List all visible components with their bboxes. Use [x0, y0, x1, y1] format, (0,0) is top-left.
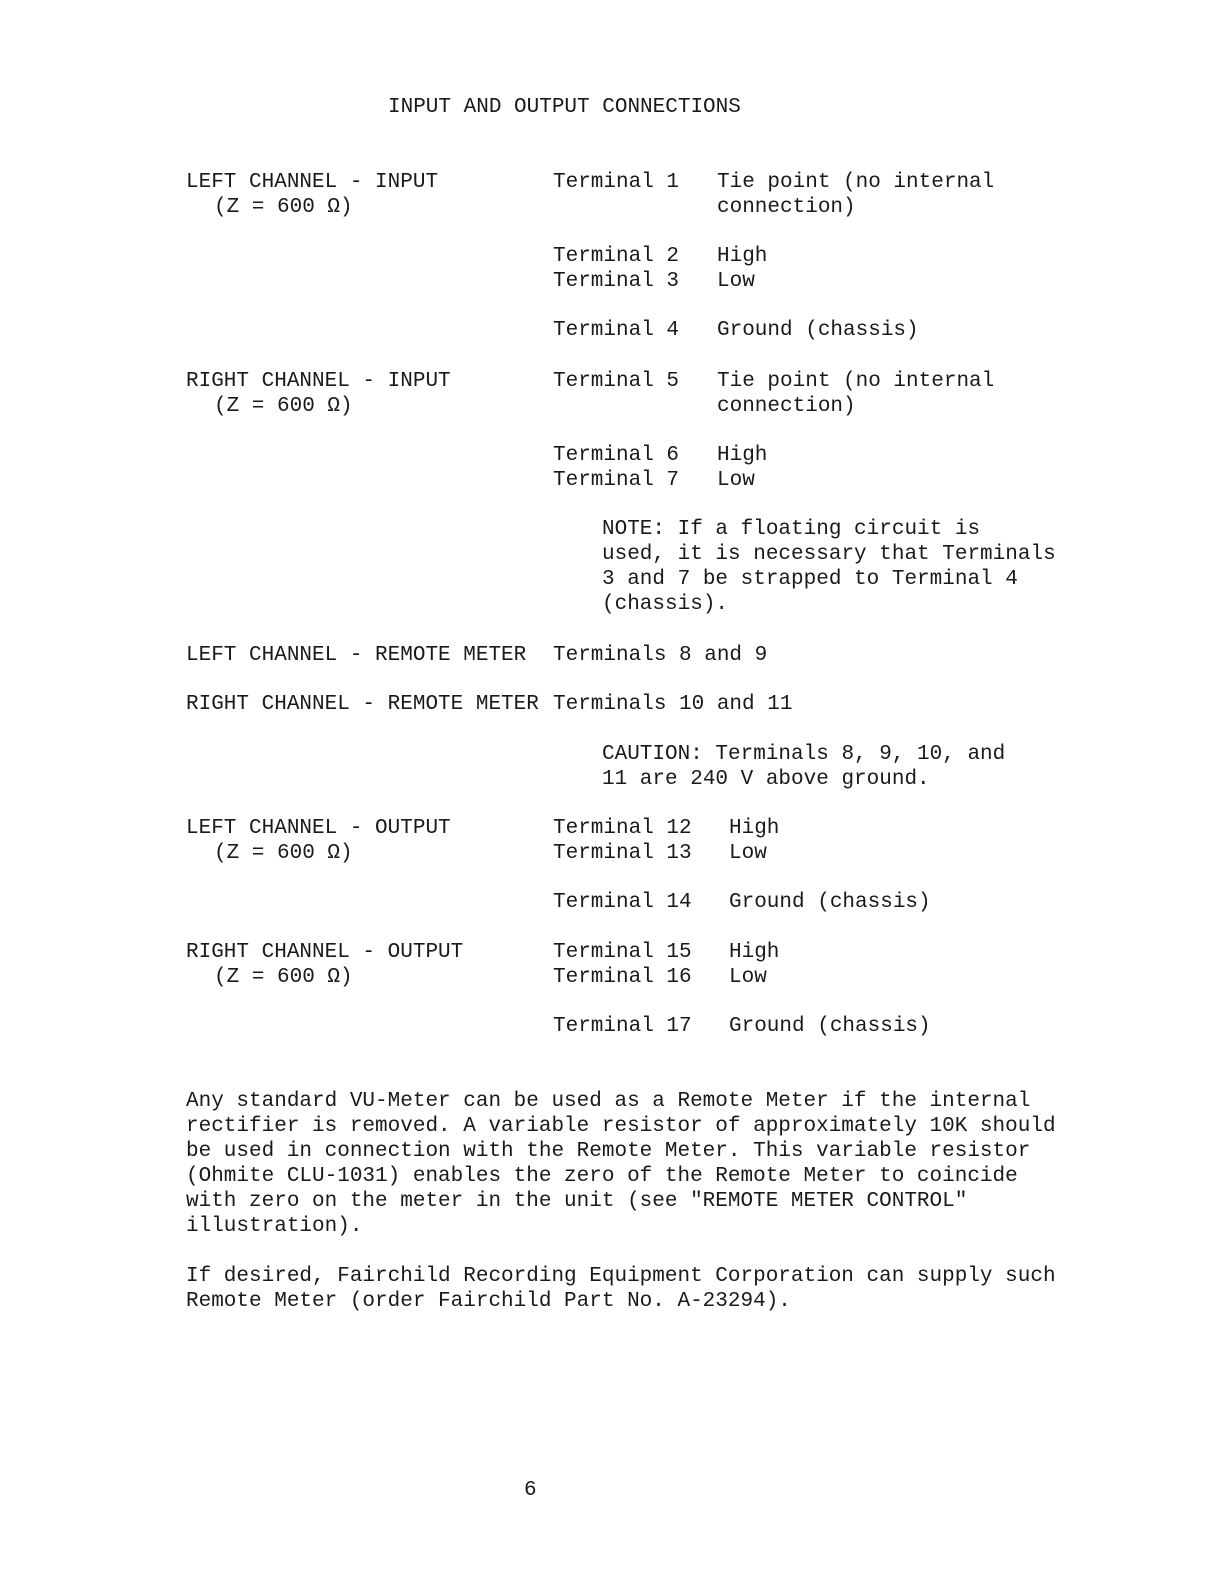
terminal-16-desc: Low [729, 966, 767, 989]
terminal-13: Terminal 13 [553, 842, 692, 865]
paragraph-1-line-2: rectifier is removed. A variable resistor of approximately 10K should [186, 1115, 1056, 1138]
terminal-17: Terminal 17 [553, 1015, 692, 1038]
terminal-7-desc: Low [717, 469, 755, 492]
terminal-3-desc: Low [717, 270, 755, 293]
terminal-16: Terminal 16 [553, 966, 692, 989]
terminal-6-desc: High [717, 444, 768, 467]
terminal-5-desc: Tie point (no internal [717, 370, 995, 393]
left-input-impedance: (Z = 600 Ω) [214, 196, 353, 219]
terminal-2: Terminal 2 [553, 245, 680, 268]
right-meter-label: RIGHT CHANNEL - REMOTE METER [186, 693, 539, 716]
note-line-1: NOTE: If a floating circuit is [602, 518, 981, 541]
terminal-4: Terminal 4 [553, 319, 680, 342]
caution-line-1: CAUTION: Terminals 8, 9, 10, and [602, 743, 1006, 766]
paragraph-1-line-3: be used in connection with the Remote Meter. This variable resistor [186, 1140, 1031, 1163]
terminal-14-desc: Ground (chassis) [729, 891, 931, 914]
right-input-label: RIGHT CHANNEL - INPUT [186, 370, 451, 393]
terminal-2-desc: High [717, 245, 768, 268]
left-input-label: LEFT CHANNEL - INPUT [186, 171, 439, 194]
left-meter-terminals: Terminals 8 and 9 [553, 644, 768, 667]
terminal-5-desc-cont: connection) [717, 395, 856, 418]
paragraph-1-line-5: with zero on the meter in the unit (see "REMOTE METER CONTROL" [186, 1190, 968, 1213]
note-line-2: used, it is necessary that Terminals [602, 543, 1056, 566]
terminal-12: Terminal 12 [553, 817, 692, 840]
note-line-3: 3 and 7 be strapped to Terminal 4 [602, 568, 1018, 591]
page-title: INPUT AND OUTPUT CONNECTIONS [388, 96, 741, 119]
caution-line-2: 11 are 240 V above ground. [602, 768, 930, 791]
paragraph-1-line-4: (Ohmite CLU-1031) enables the zero of the Remote Meter to coincide [186, 1165, 1018, 1188]
left-output-label: LEFT CHANNEL - OUTPUT [186, 817, 451, 840]
left-output-impedance: (Z = 600 Ω) [214, 842, 353, 865]
paragraph-2-line-1: If desired, Fairchild Recording Equipment Corporation can supply such [186, 1265, 1056, 1288]
terminal-17-desc: Ground (chassis) [729, 1015, 931, 1038]
note-line-4: (chassis). [602, 593, 729, 616]
terminal-1-desc: Tie point (no internal [717, 171, 995, 194]
terminal-14: Terminal 14 [553, 891, 692, 914]
terminal-3: Terminal 3 [553, 270, 680, 293]
page-number: 6 [524, 1479, 537, 1502]
left-meter-label: LEFT CHANNEL - REMOTE METER [186, 644, 527, 667]
terminal-13-desc: Low [729, 842, 767, 865]
right-output-impedance: (Z = 600 Ω) [214, 966, 353, 989]
terminal-5: Terminal 5 [553, 370, 680, 393]
paragraph-1-line-6: illustration). [186, 1215, 363, 1238]
terminal-4-desc: Ground (chassis) [717, 319, 919, 342]
right-meter-terminals: Terminals 10 and 11 [553, 693, 793, 716]
paragraph-2-line-2: Remote Meter (order Fairchild Part No. A-23294). [186, 1290, 791, 1313]
paragraph-1-line-1: Any standard VU-Meter can be used as a Remote Meter if the internal [186, 1090, 1031, 1113]
right-output-label: RIGHT CHANNEL - OUTPUT [186, 941, 464, 964]
terminal-1: Terminal 1 [553, 171, 680, 194]
terminal-6: Terminal 6 [553, 444, 680, 467]
terminal-12-desc: High [729, 817, 780, 840]
terminal-1-desc-cont: connection) [717, 196, 856, 219]
terminal-15: Terminal 15 [553, 941, 692, 964]
right-input-impedance: (Z = 600 Ω) [214, 395, 353, 418]
terminal-15-desc: High [729, 941, 780, 964]
terminal-7: Terminal 7 [553, 469, 680, 492]
